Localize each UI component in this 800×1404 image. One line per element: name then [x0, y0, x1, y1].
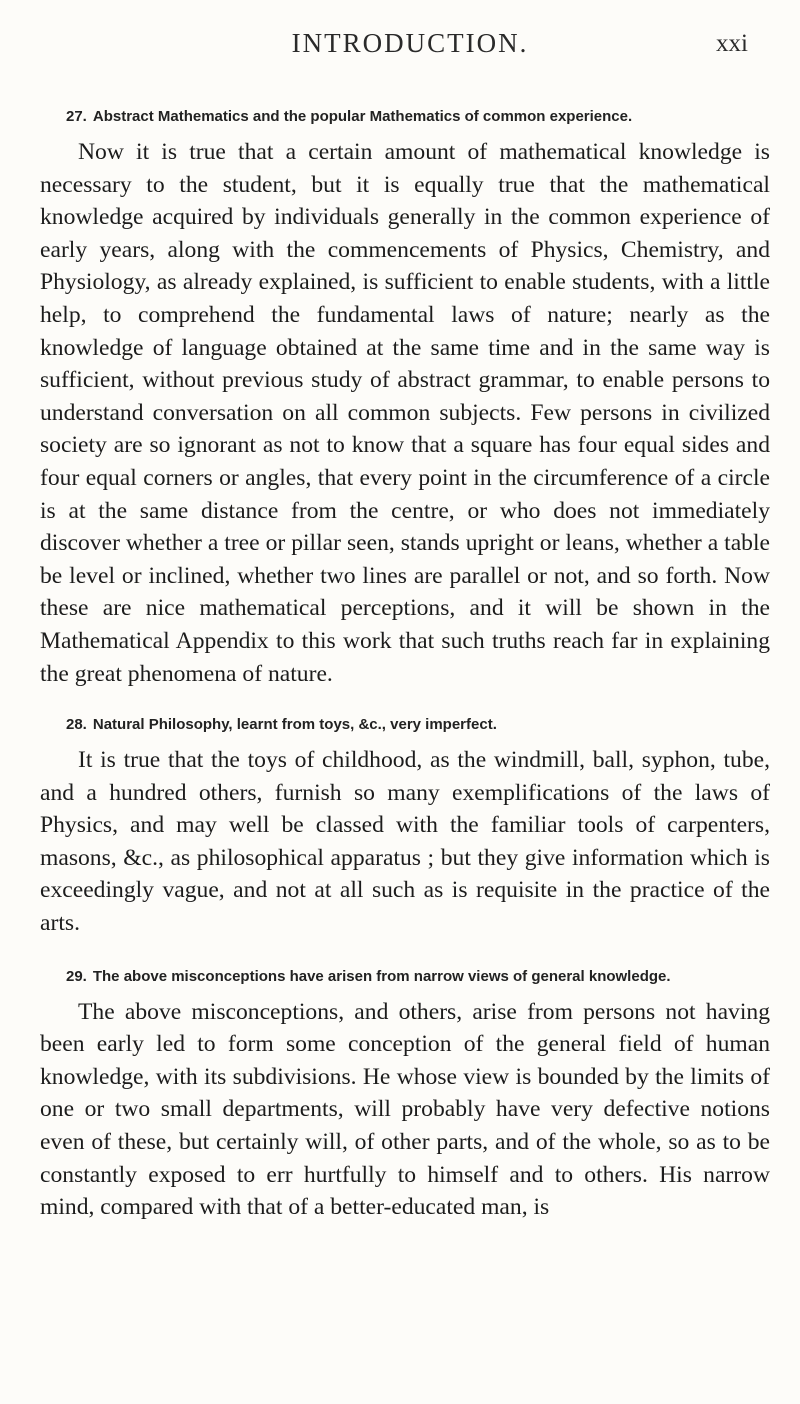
- section-heading-text: Natural Philosophy, learnt from toys, &c., very imperfect.: [92, 716, 497, 734]
- body-text: [40, 104, 770, 1224]
- section-number: 29.: [66, 967, 87, 985]
- page-number: xxi: [716, 30, 748, 57]
- section-spacer: [40, 940, 770, 964]
- section-number: 27.: [66, 108, 87, 125]
- section-heading-29: [40, 964, 770, 990]
- section-heading-28: [40, 712, 770, 738]
- section-paragraph-28: It is true that the toys of childhood, as the windmill, ball, syphon, tube, and a hundred others, furnish so many exemplifications of the laws of Physics, and may well be classed with the familiar tools of carpenters, masons, &c., as philosophical apparatus ; but they give information which is exceedingly vague, and not at all such as is requisite in the practice of the arts.: [40, 747, 770, 937]
- section-heading-27: [40, 104, 770, 130]
- section-number: 28.: [66, 716, 87, 734]
- running-head: [60, 28, 760, 68]
- section-spacer: [40, 690, 770, 712]
- section-heading-text: Abstract Mathematics and the popular Mathematics of common experience.: [92, 108, 633, 125]
- running-title: INTRODUCTION.: [291, 28, 529, 58]
- section-paragraph-27: Now it is true that a certain amount of mathematical knowledge is necessary to the student, but it is equally true that the mathematical knowledge acquired by individuals generally in the common experience of early years, along with the commencements of Physics, Chemistry, and Physiology, as already explained, is sufficient to enable students, with a little help, to comprehend the fundamental laws of nature; nearly as the knowledge of language obtained at the same time and in the same way is sufficient, without previous study of abstract grammar, to enable persons to understand conversation on all common subjects. Few persons in civilized society are so ignorant as not to know that a square has four equal sides and four equal corners or angles, that every point in the circumference of a circle is at the same distance from the centre, or who does not immediately discover whether a tree or pillar seen, stands upright or leans, whether a table be level or inclined, whether two lines are parallel or not, and so forth. Now these are nice mathematical perceptions, and it will be shown in the Mathematical Appendix to this work that such truths reach far in explaining the great phenomena of nature.: [40, 139, 770, 687]
- section-heading-text: The above misconceptions have arisen from narrow views of general knowledge.: [92, 967, 671, 985]
- section-paragraph-29: The above misconceptions, and others, arise from persons not having been early led to form some conception of the general field of human knowledge, with its subdivisions. He whose view is bounded by the limits of one or two small departments, will probably have very defective notions even of these, but certainly will, of other parts, and of the whole, so as to be constantly exposed to err hurtfully to himself and to others. His narrow mind, compared with that of a better-educated man, is: [40, 998, 770, 1221]
